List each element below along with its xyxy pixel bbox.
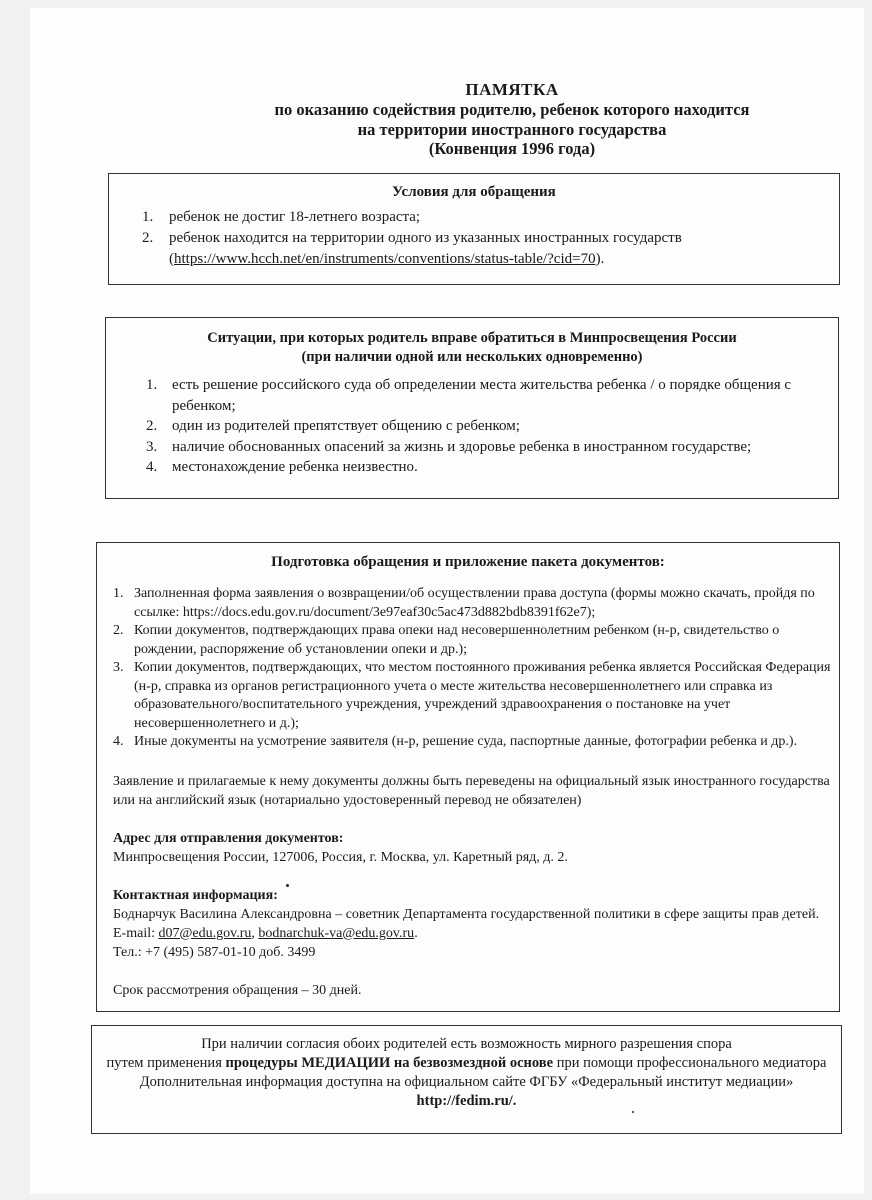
list-item-text: ребенок находится на территории одного из указанных иностранных государств [169,230,682,246]
deadline-text: Срок рассмотрения обращения – 30 дней. [113,982,362,998]
mediation-box [91,1025,842,1134]
contact-person: Боднарчук Василина Александровна – советник Департамента государственной политики в сфере защиты прав детей. [113,906,820,922]
phone-line: Тел.: +7 (495) 587-01-10 доб. 3499 [113,944,316,960]
list-item [97,622,839,659]
mediation-text: путем применения [106,1055,226,1071]
list-item-text: Копии документов, подтверждающих, что местом постоянного проживания ребенка является Российская Федерация (н-р, справка из органов регистрационного учета о месте жительства несовершеннолетнего или справка из образовательного/воспитательного учреждения, учреждений здравоохранения о постановке на учет несовершеннолетнего и д.); [134,660,831,731]
email-link-bodnarchuk[interactable]: bodnarchuk-va@edu.gov.ru [258,925,415,941]
document-title: ПАМЯТКА [465,80,559,99]
fedim-url[interactable]: http://fedim.ru/. [416,1093,517,1109]
list-item [106,416,838,437]
email-link-d07[interactable]: d07@edu.gov.ru [158,925,252,941]
list-number: 1. [113,586,124,601]
scan-speck [286,884,289,887]
preparation-box [96,542,840,1012]
mediation-line: Дополнительная информация доступна на официальном сайте ФГБУ «Федеральный институт медиации» [139,1074,794,1090]
list-item [97,733,839,752]
list-item [109,207,839,228]
conditions-title: Условия для обращения [392,184,556,200]
list-item [106,375,838,416]
link-prefix: ( [169,251,174,267]
email-end: . [414,925,418,941]
hcch-status-table-link[interactable]: https://www.hcch.net/en/instruments/conventions/status-table/?cid=70 [174,251,596,267]
list-number: 2. [146,418,158,434]
conditions-box [108,173,840,285]
list-number: 4. [146,459,158,475]
document-header [30,80,864,159]
document-subtitle-line: (Конвенция 1996 года) [428,139,596,158]
address-text: Минпросвещения России, 127006, Россия, г. Москва, ул. Каретный ряд, д. 2. [113,849,568,865]
email-separator: , [251,925,259,941]
list-item [97,585,839,622]
preparation-list [97,585,839,752]
address-label: Адрес для отправления документов: [113,830,344,846]
situations-title [106,329,838,367]
situations-list [106,375,838,478]
preparation-title: Подготовка обращения и приложение пакета документов: [271,554,665,570]
list-item-text: Заполненная форма заявления о возвращении/об осуществлении права доступа (формы можно скачать, пройдя по ссылке: https://docs.edu.gov.ru/document/3e97eaf30c5ac473d882bdb8391f62e7); [134,586,815,620]
list-number: 4. [113,734,124,749]
list-number: 3. [113,660,124,675]
list-item [106,457,838,478]
document-subtitle-line: на территории иностранного государства [357,119,667,139]
list-item [106,437,838,458]
list-item-text: местонахождение ребенка неизвестно. [172,459,418,475]
list-item-text: есть решение российского суда об определении места жительства ребенка / о порядке общения с ребенком; [172,377,792,414]
list-item-text: один из родителей препятствует общению с ребенком; [172,418,520,434]
situations-title-line: (при наличии одной или нескольких одновременно) [301,349,643,365]
email-label: E-mail: [113,925,159,941]
mediation-text: при помощи профессионального медиатора [553,1055,827,1071]
list-item-text: Иные документы на усмотрение заявителя (н-р, решение суда, паспортные данные, фотографии ребенка и др.). [134,734,798,749]
list-number: 1. [146,377,158,393]
translation-note: Заявление и прилагаемые к нему документы должны быть переведены на официальный язык иностранного государства или на английский язык (нотариально удостоверенный перевод не обязателен) [113,773,830,808]
contact-label: Контактная информация: [113,887,278,903]
conditions-list [109,207,839,270]
list-item-text: наличие обоснованных опасений за жизнь и здоровье ребенка в иностранном государстве; [172,438,752,455]
list-item-text: ребенок не достиг 18-летнего возраста; [169,209,421,225]
list-number: 2. [142,230,154,246]
list-number: 2. [113,623,124,638]
scan-speck [632,1111,634,1113]
mediation-procedure-bold: процедуры МЕДИАЦИИ на безвозмездной основе [225,1055,554,1071]
list-item-text: Копии документов, подтверждающих права опеки над несовершеннолетним ребенком (н-р, свидетельство о рождении, распоряжение об установлении опеки и др.); [134,623,780,657]
situations-box [105,317,839,499]
email-line [97,924,839,943]
mediation-line [92,1054,841,1073]
mediation-line: При наличии согласия обоих родителей есть возможность мирного разрешения спора [201,1036,732,1052]
list-number: 3. [146,438,158,455]
document-subtitle-line: по оказанию содействия родителю, ребенок которого находится [274,100,750,119]
list-item [97,659,839,733]
link-suffix: ). [595,251,605,267]
document-page [30,8,864,1194]
situations-title-line: Ситуации, при которых родитель вправе обратиться в Минпросвещения России [207,330,737,346]
list-item [109,228,839,270]
list-number: 1. [142,209,154,225]
